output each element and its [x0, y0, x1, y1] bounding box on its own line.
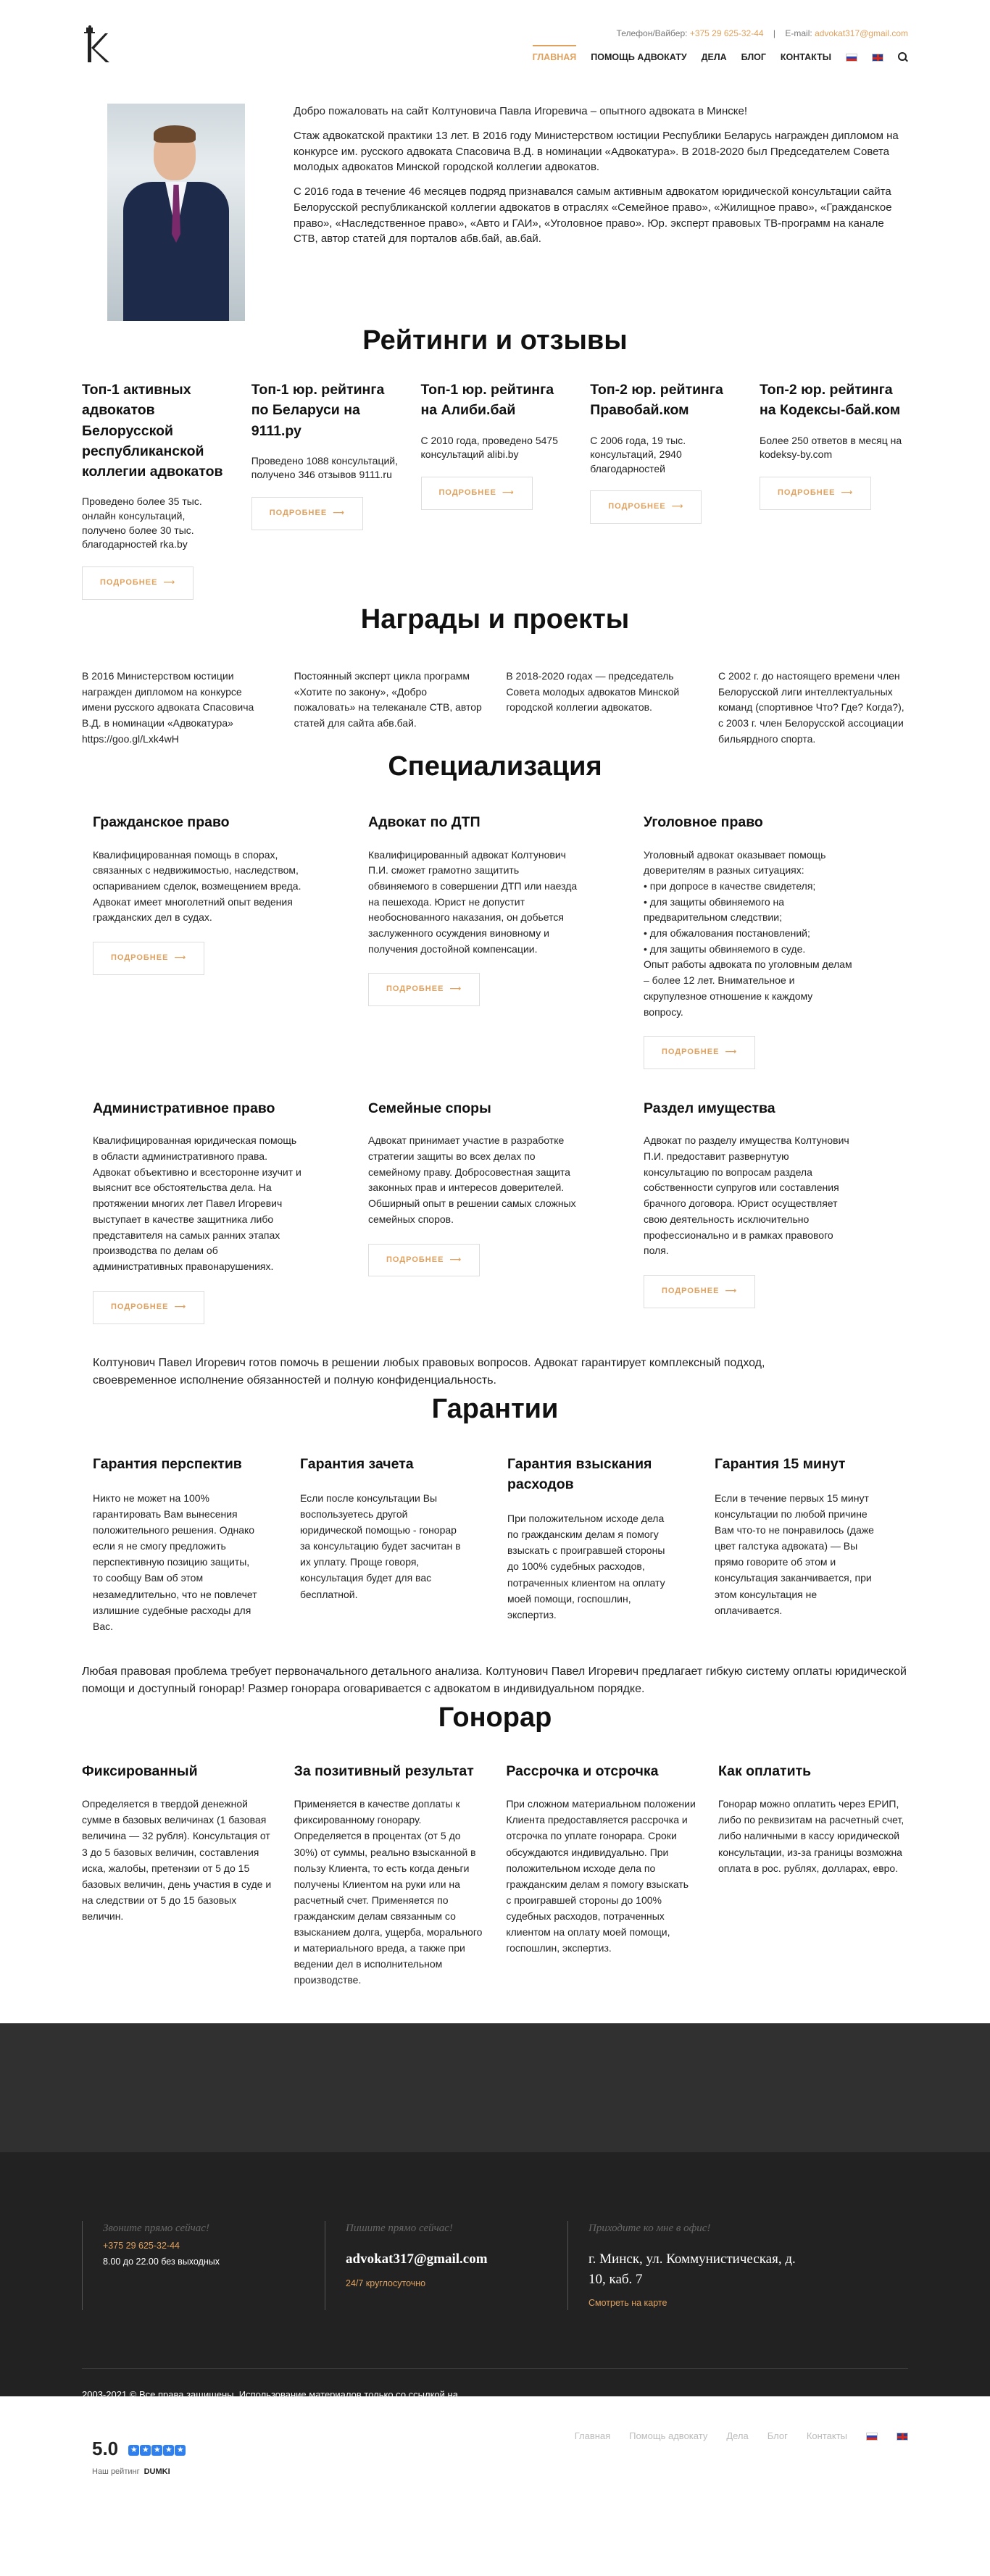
rating-card [760, 380, 908, 600]
email-link[interactable]: advokat317@gmail.com [815, 28, 908, 38]
page [82, 0, 908, 1989]
fee-text: При сложном материальном положении Клиента предоставляется рассрочка и отсрочка по уплате гонорара. Сроки обсуждаются индивидуально. При положительном исходе дела по гражданским делам я помогу взыскать с проигравшей стороны до 100% судебных расходов, потраченных клиентом на оплату моей помощи, госпошлин, экспертиз. [506, 1798, 696, 1954]
guarantee-card [93, 1454, 258, 1634]
main-nav [533, 51, 908, 64]
guarantees-section [93, 1454, 908, 1634]
arrow-right-icon: ⟶ [174, 953, 187, 963]
fee-text: Применяется в качестве доплаты к фиксированному гонорару. Определяется в процентах (от 5 до 30%) от суммы, реально взысканной в пользу Клиента, то есть когда деньги получены Клиентом на руки или на расчетный счет. Применяется по гражданским делам связанным со взысканием долга, ущерба, морального и материального вреда, а также при ведении дел в исполнительном производстве. [294, 1798, 483, 1986]
arrow-right-icon: ⟶ [725, 1286, 738, 1295]
footer-hours: 8.00 до 22.00 без выходных [103, 2257, 220, 2267]
rating-text: С 2010 года, проведено 5475 консультаций alibi.by [420, 434, 558, 461]
phone-link[interactable]: +375 29 625-32-44 [689, 28, 764, 38]
footer-nav-cases[interactable]: Дела [726, 2430, 749, 2442]
arrow-right-icon: ⟶ [163, 577, 176, 587]
award-item: В 2016 Министерством юстиции награжден дипломом на конкурсе имени русского адвоката Спасовича В.Д. в номинации «Адвокатура» https://goo.gl/Lxk4wH [82, 669, 254, 745]
footer-nav [575, 2388, 908, 2486]
rating-text: Более 250 ответов в месяц на kodeksy-by.com [760, 434, 902, 461]
lawyer-photo [107, 104, 245, 321]
specialization-section [93, 812, 908, 1352]
guarantee-card [507, 1454, 673, 1634]
logo[interactable] [82, 25, 114, 65]
guarantee-card [300, 1454, 465, 1634]
spec-title: Гражданское право [93, 814, 230, 831]
more-button[interactable]: ПОДРОБНЕЕ ⟶ [421, 477, 533, 510]
nav-item-help[interactable]: ПОМОЩЬ АДВОКАТУ [591, 52, 687, 62]
guarantee-text: Никто не может на 100% гарантировать Вам вынесения положительного решения. Однако если я не смогу предложить перспективную позицию защиты, то сообщу Вам об этом незамедлительно, что не повлечет излишние судебные расходы для Вас. [93, 1492, 257, 1632]
rating-text: С 2006 года, 19 тыс. консультаций, 2940 благодарностей [590, 434, 686, 474]
copyright: 2003-2021 © Все права защищены. Использование материалов только со ссылкой на источник [82, 2388, 458, 2414]
more-button[interactable]: ПОДРОБНЕЕ ⟶ [760, 477, 871, 510]
fee-card [718, 1761, 908, 1989]
rating-card [421, 380, 570, 600]
awards-title: Награды и проекты [360, 603, 630, 635]
arrow-right-icon: ⟶ [449, 984, 462, 994]
awards-section [82, 669, 908, 747]
map-placeholder [0, 2023, 990, 2152]
footer-bottom [82, 2388, 908, 2486]
footer-email[interactable]: advokat317@gmail.com [346, 2251, 488, 2267]
footer-phone[interactable]: +375 29 625-32-44 [103, 2241, 180, 2251]
award-item: В 2018-2020 годах — председатель Совета молодых адвокатов Минской городской коллегии адвокатов. [506, 669, 680, 714]
footer-address: г. Минск, ул. Коммунистическая, д. 10, каб. 7 [588, 2251, 796, 2287]
fee-title: Как оплатить [717, 1762, 812, 1779]
more-button[interactable]: ПОДРОБНЕЕ ⟶ [368, 1244, 480, 1277]
rating-title: Топ-2 юр. рейтинга Правобай.ком [590, 382, 723, 419]
spec-text: Адвокат по разделу имущества Колтунович П.И. предоставит развернутую консультацию по вопросам раздела собственности супругов или составления брачного договора. Юрист осуществляет свою деятельность исключительно профессионально и в рамках правового поля. [644, 1134, 849, 1257]
phone-label: Телефон/Вайбер: [616, 28, 688, 38]
guarantee-title: Гарантия зачета [300, 1455, 414, 1472]
search-icon[interactable] [898, 52, 908, 62]
guarantee-text: Если после консультации Вы воспользуетесь другой юридической помощью - гонорар за консультацию будет засчитан в их уплату. Проще говоря, консультация будет для вас бесплатной. [300, 1492, 461, 1600]
spec-title: Адвокат по ДТП [368, 814, 481, 831]
fee-text: Определяется в твердой денежной сумме в базовых величинах (1 базовая величина — 32 рубля). Консультация от 3 до 5 базовых величин, составления иска, жалобы, претензии от 5 до 15 базовых величин, день участия в суде и на следствии от 5 до 15 базовых величин. [82, 1798, 272, 1922]
award-item: С 2002 г. до настоящего времени член Белорусской лиги интеллектуальных команд (спортивное Что? Где? Когда?), с 2003 г. член Белорусской ассоциации бильярдного спорта. [717, 669, 904, 745]
stars-icon: ★ ★ ★ ★ ★ [128, 2441, 186, 2457]
guarantee-card [715, 1454, 880, 1634]
more-button[interactable]: ПОДРОБНЕЕ ⟶ [644, 1036, 755, 1069]
footer-nav-contacts[interactable]: Контакты [806, 2430, 847, 2442]
fees-section [82, 1761, 908, 1989]
specialization-summary: Колтунович Павел Игоревич готов помочь в решении любых правовых вопросов. Адвокат гарантирует комплексный подход, своевременное исполнение обязанностей и полную конфиденциальность. [93, 1356, 765, 1387]
fee-card [82, 1761, 272, 1989]
spec-title: Семейные споры [368, 1100, 491, 1117]
flag-en-icon[interactable] [897, 2433, 908, 2441]
fee-text: Гонорар можно оплатить через ЕРИП, либо по реквизитам на расчетный счет, либо наличными в кассу юридической консультации, из-за границы возможна оплата в рос. рублях, долларах, евро. [717, 1798, 904, 1874]
footer-visit-heading: Приходите ко мне в офис! [588, 2222, 711, 2234]
spec-card [93, 812, 303, 1098]
intro-section [82, 104, 908, 321]
fee-title: За позитивный результат [294, 1762, 474, 1779]
widget-label: Наш рейтинг [92, 2467, 140, 2477]
rating-widget[interactable] [82, 2427, 207, 2486]
spec-text: Адвокат принимает участие в разработке стратегии защиты во всех делах по семейному праву. Добросовестная защита законных прав и интересов доверителей. Обширный опыт в решении самых сложных семейных споров. [368, 1134, 576, 1225]
rating-title: Топ-2 юр. рейтинга на Кодексы-бай.ком [760, 382, 901, 419]
flag-ru-icon[interactable] [846, 54, 857, 62]
intro-text [294, 104, 908, 321]
email-label: E-mail: [785, 28, 812, 38]
more-button[interactable]: ПОДРОБНЕЕ ⟶ [93, 942, 204, 975]
spec-text: Квалифицированная юридическая помощь в области административного права. Адвокат объективно и всесторонне изучит и выяснит все обстоятельства дела. На протяжении многих лет Павел Игоревич выступает в качестве защитника либо представителя на самых ранних этапах производства по делам об административных правонарушениях. [93, 1134, 301, 1272]
arrow-right-icon: ⟶ [333, 509, 345, 518]
guarantees-title: Гарантии [431, 1393, 559, 1424]
award-item: Постоянный эксперт цикла программ «Хотите по закону», «Добро пожаловать» на телеканале СТВ, автор статей для сайта абв.бай. [294, 669, 482, 729]
guarantees-summary: Любая правовая проблема требует первоначального детального анализа. Колтунович Павел Игоревич предлагает гибкую систему оплаты юридической помощи и доступный гонорар! Размер гонорара оговаривается с адвокатом в индивидуальном порядке. [82, 1665, 907, 1695]
spec-text: Уголовный адвокат оказывает помощь доверителям в разных ситуациях: • при допросе в качестве свидетеля; • для защиты обвиняемого на предварительном следствии; • для обжалования постановлений; • для защиты обвиняемого в суде. Опыт работы адвоката по уголовным делам – более 12 лет. Внимательное и скрупулезное отношение к каждому вопросу. [644, 848, 852, 1018]
spec-card [368, 1098, 578, 1352]
spec-title: Раздел имущества [644, 1100, 775, 1117]
fee-title: Рассрочка и отсрочка [506, 1762, 659, 1779]
guarantee-title: Гарантия 15 минут [715, 1455, 846, 1472]
footer-nav-blog[interactable]: Блог [767, 2430, 788, 2442]
spec-title: Административное право [93, 1100, 275, 1117]
fee-card [294, 1761, 484, 1989]
specialization-title: Специализация [388, 751, 602, 782]
arrow-right-icon: ⟶ [725, 1047, 738, 1057]
more-button[interactable]: ПОДРОБНЕЕ ⟶ [82, 566, 194, 600]
intro-experience: Стаж адвокатской практики 13 лет. В 2016 году Министерством юстиции Республики Беларусь награжден дипломом на конкурсе им. русского адвоката Спасовича В.Д. в номинации «Адвокатура». В 2018-2020 был Председателем Совета молодых адвокатов Минской городской коллегии адвокатов. [294, 129, 899, 174]
spec-title: Уголовное право [644, 814, 763, 831]
rating-title: Топ-1 юр. рейтинга на Алиби.бай [420, 382, 554, 419]
spec-text: Квалифицированный адвокат Колтунович П.И. сможет грамотно защитить обвиняемого в совершении ДТП или наезда на пешехода. Юрист не допустит необоснованного наказания, он добьется заслуженного осуждения виновному и получения достойной компенсации. [368, 848, 578, 955]
site-header [82, 0, 908, 80]
widget-brand: DUMKI [143, 2467, 170, 2477]
arrow-right-icon: ⟶ [449, 1255, 462, 1264]
rating-title: Топ-1 активных адвокатов Белорусской республиканской коллегии адвокатов [82, 382, 223, 480]
more-button[interactable]: ПОДРОБНЕЕ ⟶ [93, 1291, 204, 1324]
spec-card [93, 1098, 303, 1352]
rating-text: Проведено 1088 консультаций, получено 346 отзывов 9111.ru [251, 454, 398, 481]
ratings-section [82, 380, 908, 600]
flag-en-icon[interactable] [872, 54, 883, 62]
nav-item-cases[interactable]: ДЕЛА [701, 52, 727, 62]
footer-address-col [567, 2221, 810, 2310]
rating-title: Топ-1 юр. рейтинга по Беларуси на 9111.ру [251, 382, 385, 439]
spec-card [368, 812, 578, 1098]
nav-item-home[interactable]: ГЛАВНАЯ [533, 51, 577, 64]
spec-card [644, 812, 854, 1098]
rating-card [82, 380, 230, 600]
flag-ru-icon[interactable] [866, 2433, 878, 2441]
footer-phone-col [82, 2221, 325, 2310]
footer-call-heading: Звоните прямо сейчас! [103, 2222, 209, 2234]
footer-nav-help[interactable]: Помощь адвокату [629, 2430, 708, 2442]
spec-card [644, 1098, 854, 1352]
arrow-right-icon: ⟶ [502, 488, 515, 497]
arrow-right-icon: ⟶ [671, 502, 684, 511]
intro-activity: С 2016 года в течение 46 месяцев подряд признавался самым активным адвокатом юридической консультации сайта Белорусской республиканской коллегии адвокатов в отраслях «Семейное право», «Жилищное право», «Гражданское право», «Наследственное право», «Авто и ГАИ», «Уголовное право». Юр. эксперт правовых ТВ-программ на канале СТВ, автор статей для порталов абв.бай, ав.бай. [294, 185, 892, 246]
ratings-title: Рейтинги и отзывы [362, 325, 628, 356]
site-footer [0, 2152, 990, 2477]
arrow-right-icon: ⟶ [174, 1302, 187, 1311]
spec-text: Квалифицированная помощь в спорах, связанных с недвижимостью, наследством, оспариванием сделок, возмещением вреда. Адвокат имеет многолетний опыт ведения гражданских дел в судах. [93, 848, 301, 924]
fee-card [506, 1761, 696, 1989]
header-contacts: Телефон/Вайбер: +375 29 625-32-44 | E-mail: advokat317@gmail.com [616, 28, 908, 38]
more-button[interactable]: ПОДРОБНЕЕ ⟶ [368, 973, 480, 1006]
rating-text: Проведено более 35 тыс. онлайн консультаций, получено более 30 тыс. благодарностей rka.by [82, 495, 202, 551]
widget-score: 5.0 [92, 2437, 119, 2459]
more-button[interactable]: ПОДРОБНЕЕ ⟶ [590, 490, 702, 524]
footer-map-link[interactable]: Смотреть на карте [588, 2298, 667, 2309]
footer-nav-home[interactable]: Главная [574, 2430, 611, 2442]
footer-contacts [82, 2221, 908, 2310]
nav-item-contacts[interactable]: КОНТАКТЫ [780, 52, 831, 62]
nav-item-blog[interactable]: БЛОГ [741, 52, 766, 62]
guarantee-text: Если в течение первых 15 минут консультации по любой причине Вам что-то не понравилось (даже цвет галстука адвоката) — Вы прямо говорите об этом и консультация заканчивается, при этом консультация не оплачивается. [715, 1492, 874, 1616]
rating-card [251, 380, 400, 600]
fees-title: Гонорар [438, 1702, 552, 1733]
footer-write-heading: Пишите прямо сейчас! [346, 2222, 453, 2234]
arrow-right-icon: ⟶ [841, 488, 854, 497]
more-button[interactable]: ПОДРОБНЕЕ ⟶ [251, 497, 363, 530]
footer-email-note: 24/7 круглосуточно [346, 2278, 426, 2288]
fee-title: Фиксированный [82, 1762, 198, 1779]
rating-card [590, 380, 739, 600]
guarantee-title: Гарантия перспектив [93, 1455, 242, 1472]
more-button[interactable]: ПОДРОБНЕЕ ⟶ [644, 1275, 755, 1308]
guarantee-text: При положительном исходе дела по гражданским делам я помогу взыскать с проигравшей стороны до 100% судебных расходов, потраченных клиентом на оплату моей помощи, госпошлин, экспертиз. [507, 1513, 665, 1621]
intro-welcome: Добро пожаловать на сайт Колтуновича Павла Игоревича – опытного адвоката в Минске! [294, 105, 748, 117]
guarantee-title: Гарантия взыскания расходов [507, 1455, 652, 1492]
footer-email-col [325, 2221, 567, 2310]
